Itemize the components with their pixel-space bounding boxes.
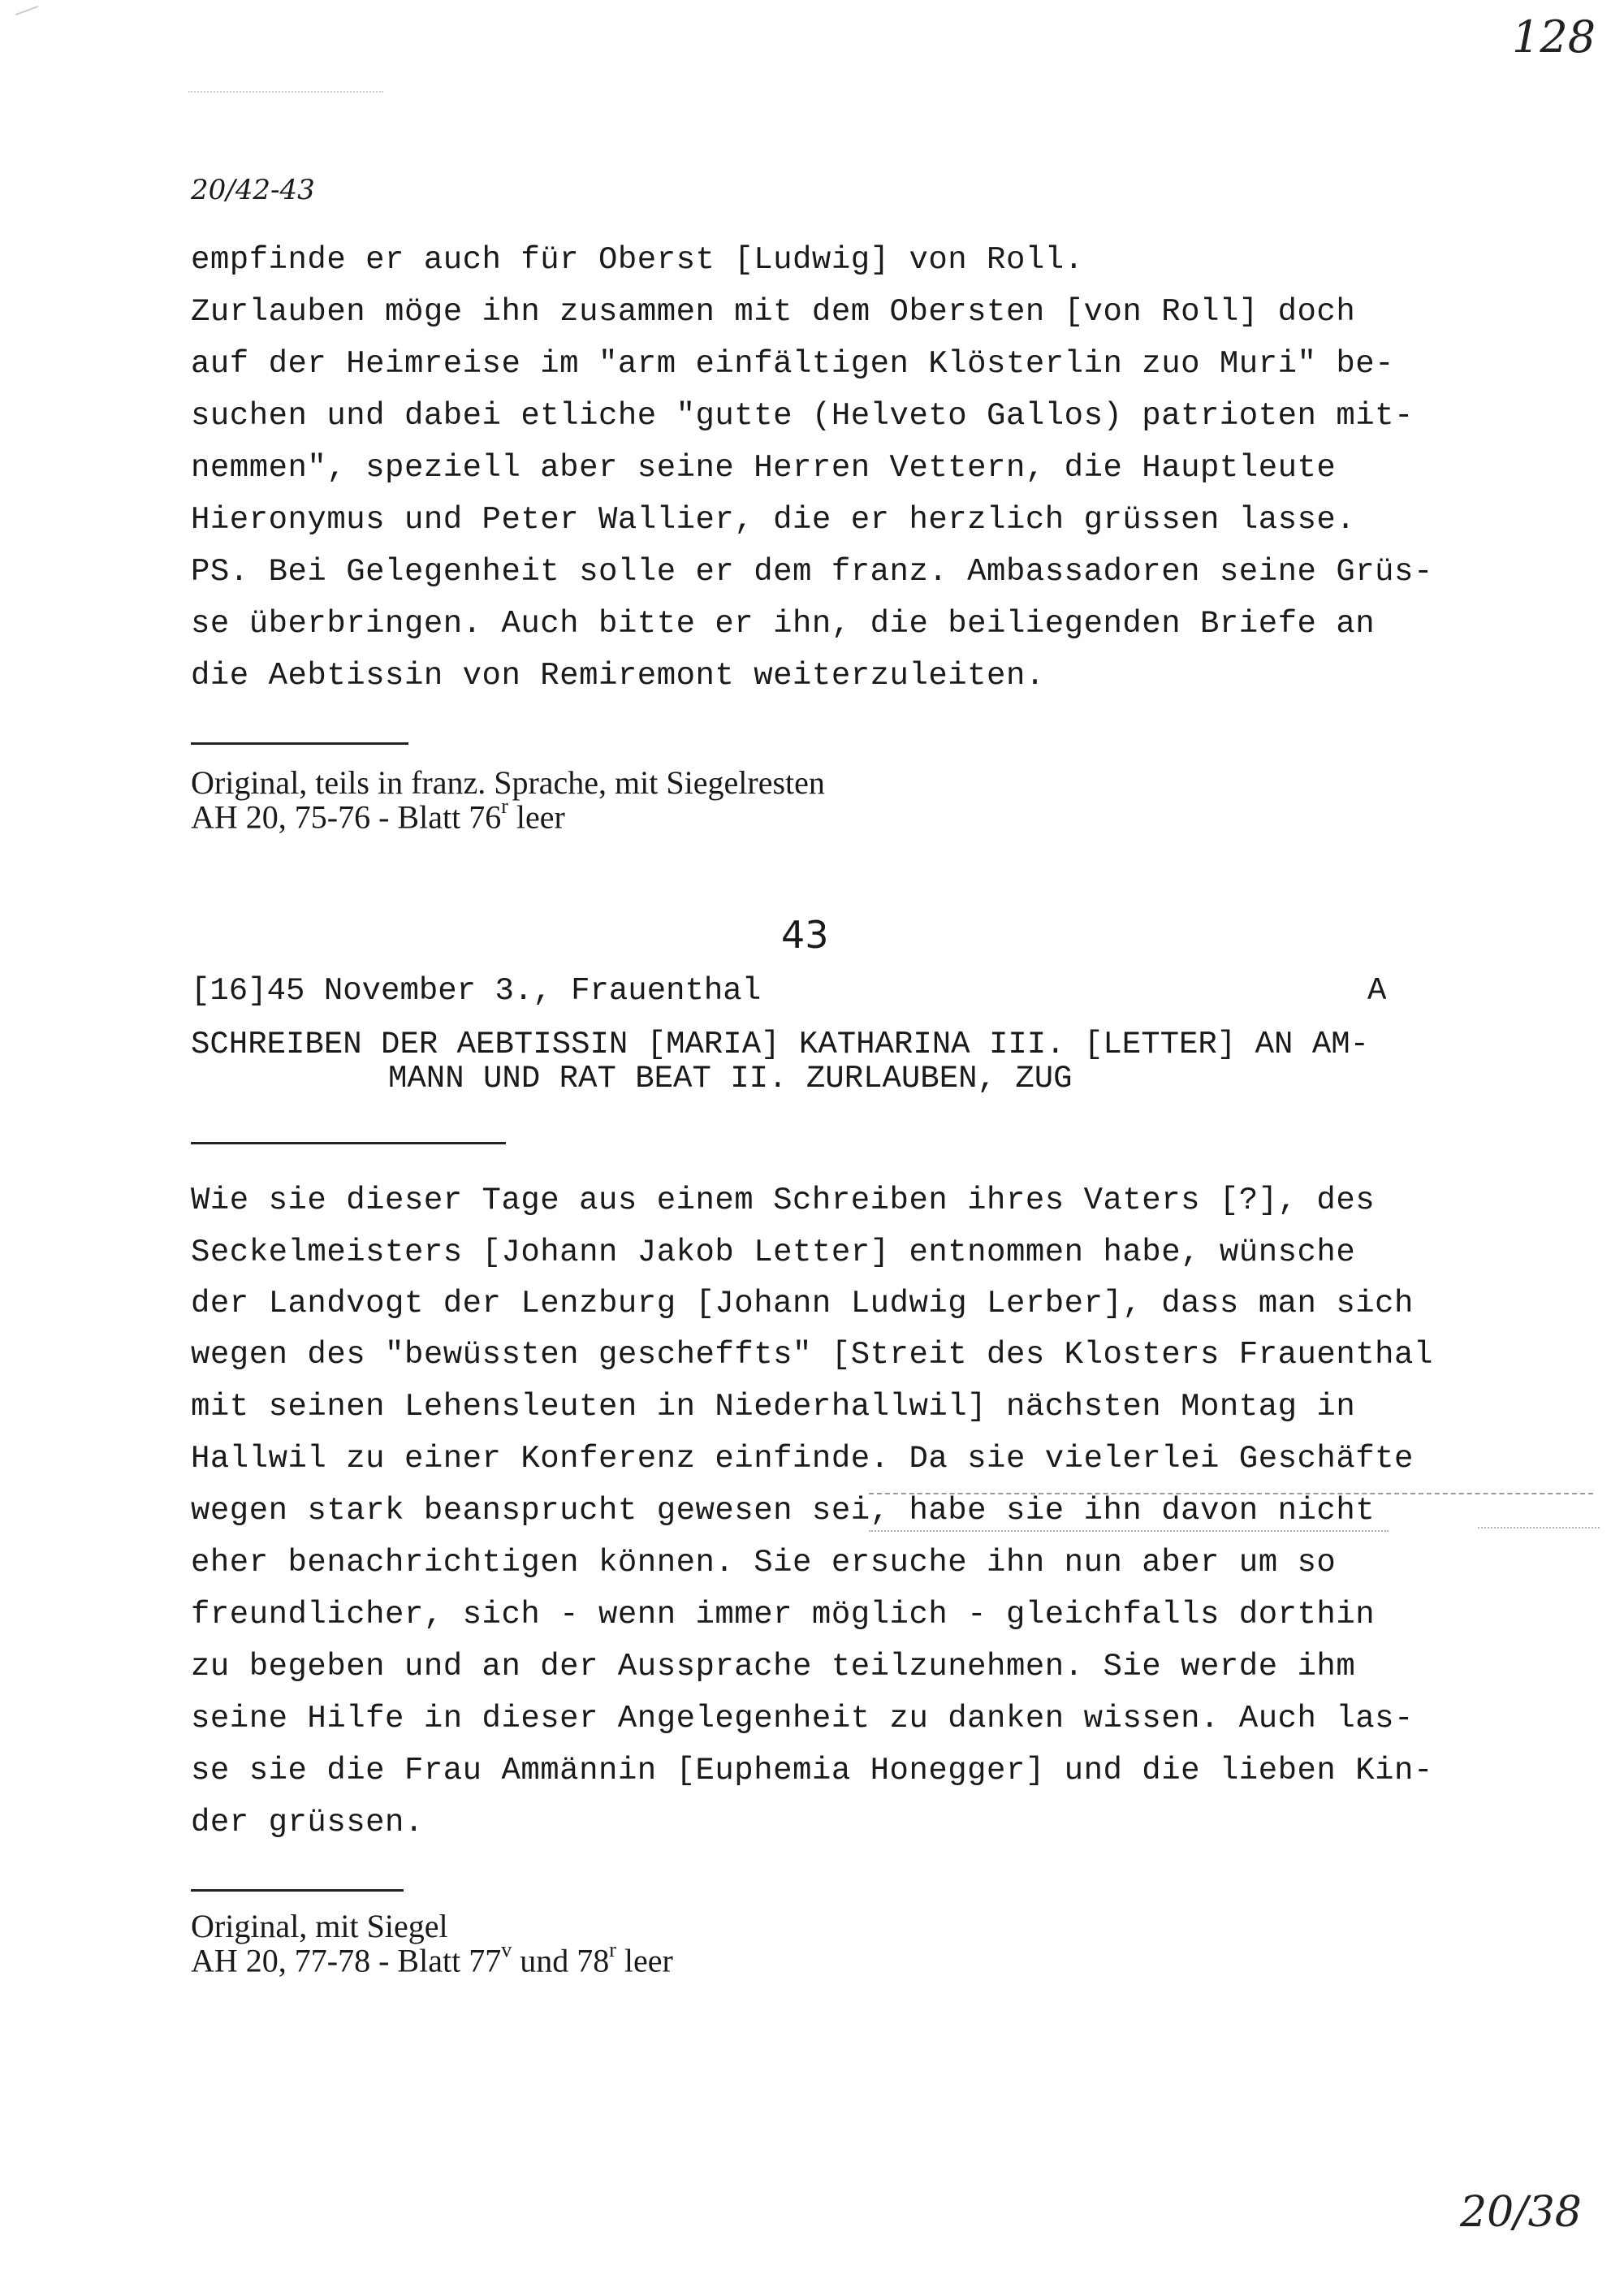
scan-mark — [869, 1493, 1593, 1494]
text-line: eher benachrichtigen können. Sie ersuche ihn nun aber um so — [191, 1545, 1337, 1581]
scan-mark — [869, 1530, 1389, 1532]
text-line: Seckelmeisters [Johann Jakob Letter] entnommen habe, wünsche — [191, 1235, 1356, 1270]
text-line: wegen des "bewüssten gescheffts" [Streit des Klosters Frauenthal — [191, 1337, 1433, 1373]
source-note-line: Original, teils in franz. Sprache, mit Siegelresten — [191, 764, 825, 801]
heading-divider — [191, 1142, 506, 1144]
text-line: PS. Bei Gelegenheit solle er dem franz. Ambassadoren seine Grüs- — [191, 554, 1433, 590]
handwritten-archive-reference: 20/38 — [1460, 2188, 1582, 2237]
entry-marker: A — [1367, 973, 1387, 1009]
entry-heading-line: SCHREIBEN DER AEBTISSIN [MARIA] KATHARINA III. [LETTER] AN AM- — [191, 1027, 1370, 1062]
text-line: zu begeben und an der Aussprache teilzunehmen. Sie werde ihm — [191, 1649, 1356, 1684]
entry-heading-line: MANN UND RAT BEAT II. ZURLAUBEN, ZUG — [388, 1061, 1073, 1096]
scan-speck — [188, 91, 383, 96]
text-line: nemmen", speziell aber seine Herren Vettern, die Hauptleute — [191, 450, 1337, 486]
footnote-divider — [191, 1889, 404, 1892]
entry-date-place: [16]45 November 3., Frauenthal — [191, 973, 762, 1009]
text-line: Zurlauben möge ihn zusammen mit dem Obersten [von Roll] doch — [191, 294, 1356, 330]
source-note-line: AH 20, 77-78 - Blatt 77$^v$ und 78$^r$ leer — [191, 1938, 673, 1979]
text-line: der grüssen. — [191, 1805, 424, 1840]
source-note-line: Original, mit Siegel — [191, 1908, 448, 1944]
scan-speck — [15, 6, 39, 15]
text-line: Hallwil zu einer Konferenz einfinde. Da sie vielerlei Geschäfte — [191, 1441, 1414, 1477]
source-note-line: AH 20, 75-76 - Blatt 76$^r$ leer — [191, 794, 565, 836]
text-line: se sie die Frau Ammännin [Euphemia Honegger] und die lieben Kin- — [191, 1753, 1433, 1788]
text-line: se überbringen. Auch bitte er ihn, die beiliegenden Briefe an — [191, 606, 1376, 642]
text-line: suchen und dabei etliche "gutte (Helveto Gallos) patrioten mit- — [191, 398, 1414, 434]
footnote-divider — [191, 742, 408, 745]
text-line: empfinde er auch für Oberst [Ludwig] von Roll. — [191, 242, 1084, 278]
text-line: der Landvogt der Lenzburg [Johann Ludwig Lerber], dass man sich — [191, 1286, 1414, 1321]
text-line: auf der Heimreise im "arm einfältigen Klösterlin zuo Muri" be- — [191, 346, 1395, 382]
text-line: seine Hilfe in dieser Angelegenheit zu danken wissen. Auch las- — [191, 1701, 1414, 1736]
scan-mark — [1478, 1527, 1600, 1529]
text-line: die Aebtissin von Remiremont weiterzuleiten. — [191, 658, 1045, 694]
text-line: freundlicher, sich - wenn immer möglich - gleichfalls dorthin — [191, 1597, 1376, 1633]
entry-number: 43 — [781, 913, 829, 957]
text-line: wegen stark beansprucht gewesen sei, habe sie ihn davon nicht — [191, 1493, 1376, 1529]
text-line: Hieronymus und Peter Wallier, die er herzlich grüssen lasse. — [191, 502, 1356, 538]
folio-reference: 20/42-43 — [191, 174, 315, 206]
text-line: Wie sie dieser Tage aus einem Schreiben ihres Vaters [?], des — [191, 1183, 1376, 1218]
handwritten-page-number: 128 — [1512, 11, 1596, 63]
text-line: mit seinen Lehensleuten in Niederhallwil] nächsten Montag in — [191, 1389, 1356, 1425]
